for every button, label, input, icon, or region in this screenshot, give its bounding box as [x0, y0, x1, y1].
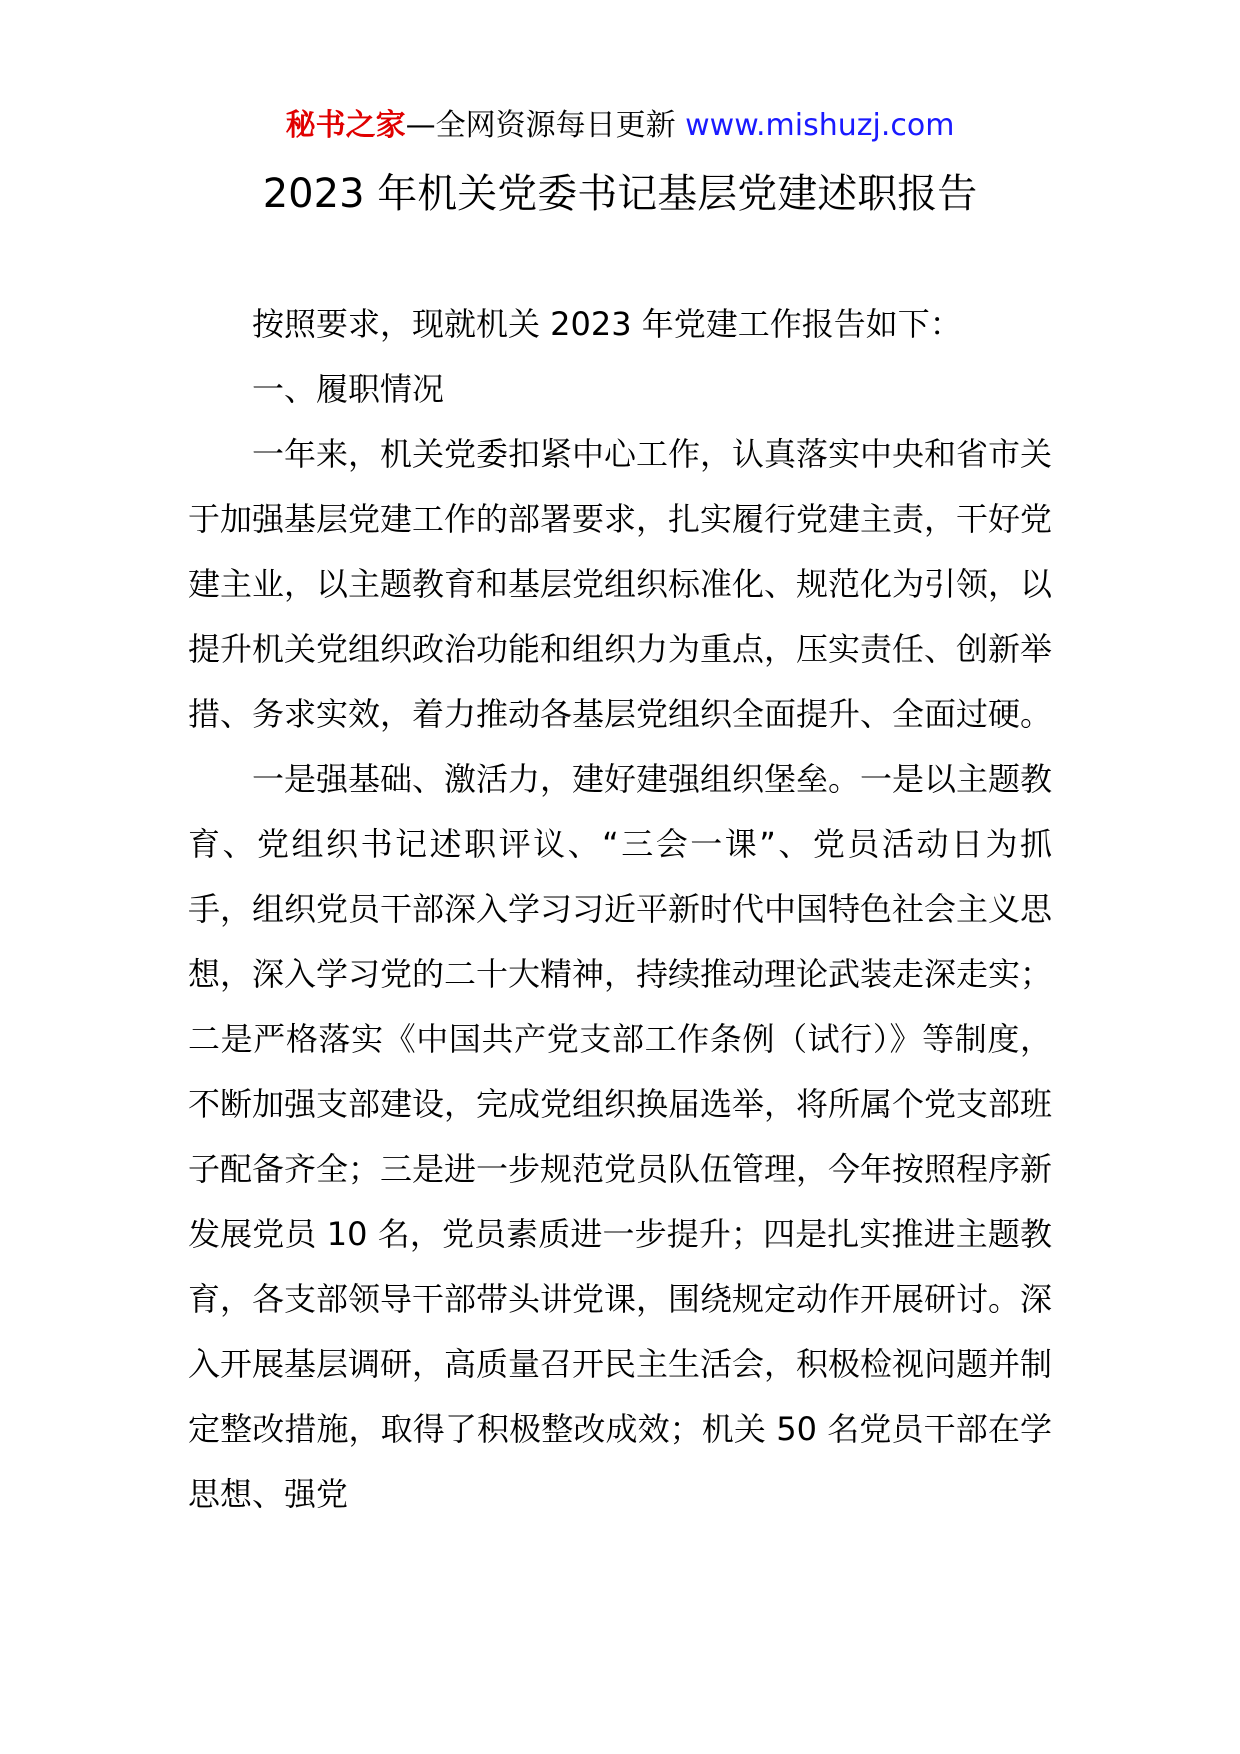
intro-paragraph: 按照要求，现就机关 2023 年党建工作报告如下： — [252, 305, 962, 343]
site-header — [0, 100, 1240, 152]
brand-name: 秘书之家 — [285, 108, 406, 143]
body-paragraph: 一年来，机关党委扣紧中心工作，认真落实中央和省市关于加强基层党建工作的部署要求，扎实履行党建主责，干好党建主业，以主题教育和基层党组织标准化、规范化为引领，以提升机关党组织政治功能和组织力为重点，压实责任、创新举措、务求实效，着力推动各基层党组织全面提升、全面过硬。 — [188, 435, 1053, 733]
section-heading: 一、履职情况 — [252, 370, 445, 408]
document-body — [188, 292, 1052, 1527]
body-paragraph: 一是强基础、激活力，建好建强组织堡垒。一是以主题教育、党组织书记述职评议、“三会一课”、党员活动日为抓手，组织党员干部深入学习习近平新时代中国特色社会主义思想，深入学习党的二十大精神，持续推动理论武装走深走实；二是严格落实《中国共产党支部工作条例（试行）》等制度，不断加强支部建设，完成党组织换届选举，将所属个党支部班子配备齐全；三是进一步规范党员队伍管理，今年按照程序新发展党员 10 名，党员素质进一步提升；四是扎实推进主题教育，各支部领导干部带头讲党课，围绕规定动作开展研讨。深入开展基层调研，高质量召开民主生活会，积极检视问题并制定整改措施，取得了积极整改成效；机关 50 名党员干部在学思想、强党 — [188, 760, 1053, 1513]
document-title: 2023 年机关党委书记基层党建述职报告 — [262, 171, 978, 217]
header-tagline: —全网资源每日更新 — [405, 108, 686, 143]
site-url-link[interactable]: www.mishuzj.com — [685, 108, 955, 143]
